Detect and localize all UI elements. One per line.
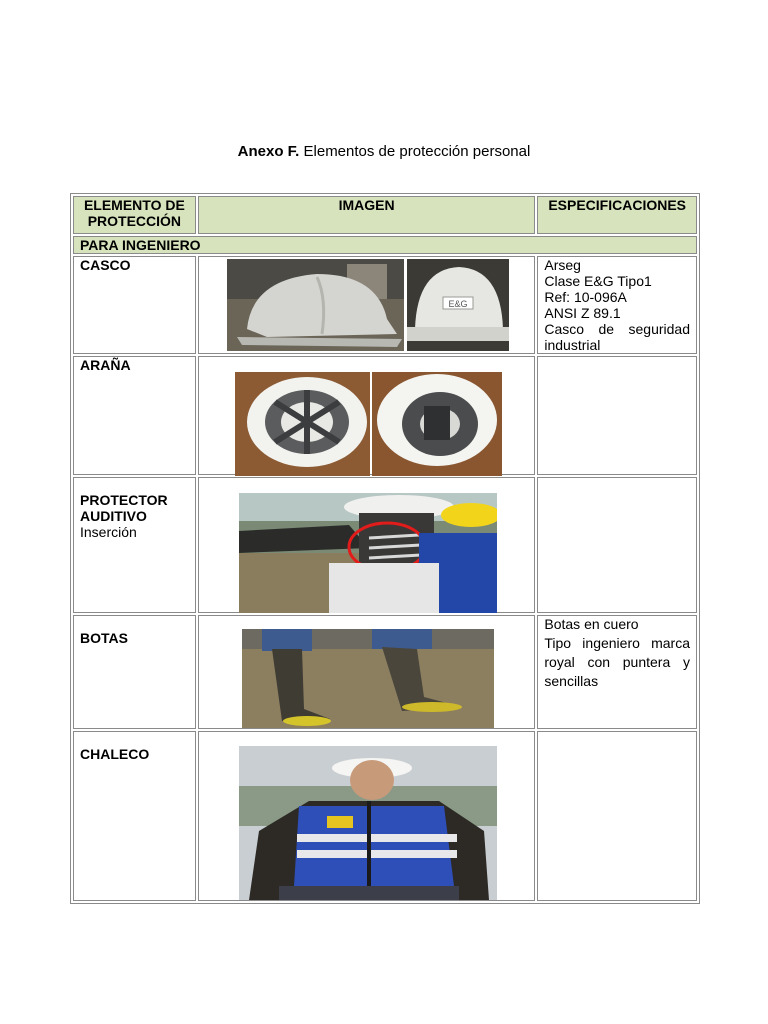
table-row [73,477,697,613]
boots-photo [242,629,494,728]
header-specs: ESPECIFICACIONES [537,196,697,234]
table-row [73,356,697,475]
helmet-brand-label: E&G [448,299,468,309]
header-element: ELEMENTO DE PROTECCIÓN [73,196,196,234]
image-cell [198,477,536,613]
specs-cell [537,477,697,613]
suspension-photo-left [235,372,370,476]
table-row [73,615,697,729]
table-row [73,256,697,354]
specs-cell: Botas en cuero Tipo ingeniero marca royal con puntera y sencillas [537,615,697,729]
specs-cell: Arseg Clase E&G Tipo1 Ref: 10-096A ANSI Z 89.1 Casco de seguridad industrial [537,256,697,354]
image-cell [198,356,536,475]
image-cell [198,615,536,729]
element-cell: CASCO [73,256,196,354]
specs-cell [537,731,697,901]
header-image: IMAGEN [198,196,536,234]
element-cell: PROTECTOR AUDITIVO Inserción [73,477,196,613]
helmet-front-photo [407,259,509,351]
ppe-table [70,193,700,904]
hearing-protector-photo [239,493,497,613]
vest-photo [239,746,497,900]
section-engineer: PARA INGENIERO [73,236,697,254]
table-row [73,731,697,901]
suspension-photo-right [372,372,502,476]
image-cell [198,256,536,354]
helmet-side-photo [227,259,404,351]
element-cell: BOTAS [73,615,196,729]
specs-cell [537,356,697,475]
element-cell: ARAÑA [73,356,196,475]
image-cell [198,731,536,901]
page-title: Anexo F. Elementos de protección personal [237,143,531,160]
element-cell: CHALECO [73,731,196,901]
